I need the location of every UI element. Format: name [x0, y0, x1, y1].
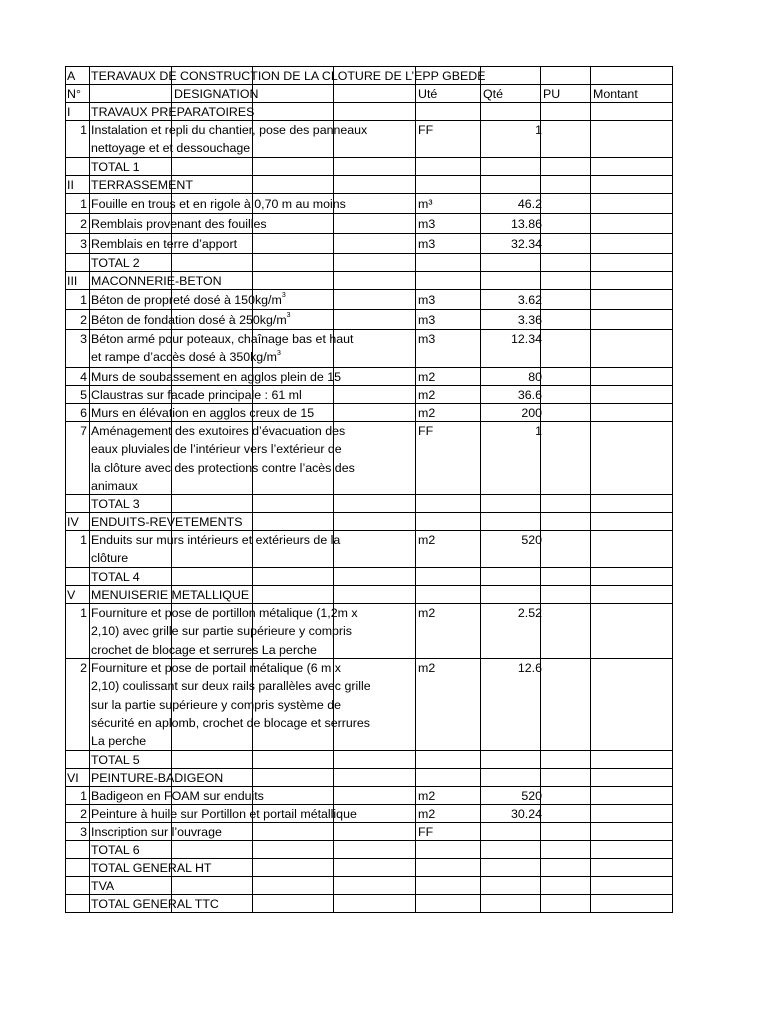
item-designation: [91, 404, 314, 422]
quantity-column-header: Qté: [483, 87, 503, 101]
sheet-title: TERAVAUX DE CONSTRUCTION DE LA CLOTURE DE L’EPP GBEDE: [91, 69, 486, 83]
designation-line: Enduits sur murs intérieurs et extérieurs de la: [91, 533, 341, 547]
item-row: [65, 386, 673, 404]
item-unit: m2: [418, 606, 436, 620]
item-unit: m3: [418, 217, 436, 231]
item-designation: [91, 310, 291, 330]
section-number: V: [67, 588, 76, 602]
item-row: [65, 234, 673, 254]
column-gridline: [252, 66, 253, 913]
section-row: [65, 176, 673, 194]
designation-line: sécurité en aplomb, crochet de blocage et serrures: [91, 715, 370, 730]
designation-line: TRAVAUX PREPARATOIRES: [91, 105, 255, 119]
item-quantity: 12.34: [510, 332, 542, 346]
designation-line: La perche: [91, 734, 147, 749]
section-row: [65, 586, 673, 604]
total-label: [91, 158, 140, 176]
item-unit: m2: [418, 388, 436, 402]
item-quantity: 36.6: [517, 388, 542, 402]
section-row: [65, 272, 673, 290]
item-unit: m3: [418, 237, 436, 251]
item-designation: [91, 805, 357, 823]
designation-line: TOTAL GENERAL TTC: [91, 897, 219, 911]
designation-line: Murs en élévation en agglos creux de 15: [91, 406, 315, 420]
item-unit: FF: [418, 123, 434, 137]
section-row: [65, 769, 673, 787]
total-row: [65, 495, 673, 513]
item-quantity: 32.34: [510, 237, 542, 251]
item-designation: [91, 234, 237, 254]
item-unit: m2: [418, 533, 436, 547]
unit-price-column-header: PU: [543, 87, 561, 101]
designation-line: Fourniture et pose de portillon métalique (1,2m x: [91, 606, 358, 620]
designation-column-header: DESIGNATION: [174, 87, 259, 101]
column-gridline: [333, 66, 334, 913]
item-designation: [91, 386, 302, 404]
item-number: 5: [80, 388, 87, 402]
designation-line: Fourniture et pose de portail métalique (6 m x: [91, 661, 342, 675]
item-number: 2: [80, 313, 87, 327]
item-number: 2: [80, 661, 87, 675]
total-label: [91, 895, 219, 913]
item-quantity: 12.6: [517, 661, 542, 675]
designation-line: 2,10) coulissant sur deux rails parallèles avec grille: [91, 679, 371, 694]
item-designation: [91, 368, 341, 386]
designation-line: Fouille en trous et en rigole à 0,70 m au moins: [91, 197, 346, 211]
total-label: [91, 841, 140, 859]
designation-line: TOTAL 3: [91, 497, 140, 511]
item-unit: m3: [418, 313, 436, 327]
section-number: VI: [67, 771, 79, 785]
item-quantity: 2.52: [517, 606, 542, 620]
item-row: [65, 659, 673, 751]
section-number: I: [67, 105, 71, 119]
item-quantity: 520: [521, 533, 542, 547]
item-number: 1: [80, 789, 87, 803]
item-row: [65, 214, 673, 234]
item-row: [65, 310, 673, 330]
section-title: [91, 513, 242, 531]
designation-line: TOTAL 1: [91, 160, 140, 174]
header-columns-row: [65, 85, 673, 103]
amount-column-header: Montant: [593, 87, 638, 101]
total-label: [91, 751, 140, 769]
item-quantity: 13.86: [510, 217, 542, 231]
designation-line: TERRASSEMENT: [91, 178, 193, 192]
designation-line: TOTAL 5: [91, 753, 140, 767]
unit-column-header: Uté: [418, 87, 438, 101]
item-designation: [91, 659, 371, 750]
item-row: [65, 823, 673, 841]
section-row: [65, 513, 673, 531]
item-row: [65, 404, 673, 422]
item-number: 1: [80, 533, 87, 547]
designation-line: Remblais provenant des fouilles: [91, 217, 267, 231]
item-designation: [91, 290, 286, 310]
designation-line: la clôture avec des protections contre l’acès des: [91, 460, 355, 475]
designation-line: Aménagement des exutoires d’évacuation des: [91, 424, 346, 438]
section-number: IV: [67, 515, 79, 529]
section-number: II: [67, 178, 74, 192]
section-title: [91, 769, 223, 787]
total-label: [91, 568, 140, 586]
item-quantity: 3.36: [517, 313, 542, 327]
designation-line: eaux pluviales de l’intérieur vers l’extérieur de: [91, 442, 342, 457]
item-designation: [91, 214, 267, 234]
designation-line: Instalation et repli du chantier, pose des panneaux: [91, 123, 368, 137]
item-designation: [91, 121, 367, 158]
item-number: 2: [80, 217, 87, 231]
designation-line: Murs de soubassement en agglos plein de 15: [91, 370, 342, 384]
total-row: [65, 751, 673, 769]
item-row: [65, 330, 673, 368]
item-row: [65, 422, 673, 495]
item-unit: m2: [418, 807, 436, 821]
column-gridline: [540, 66, 541, 913]
designation-line: Badigeon en FOAM sur enduits: [91, 789, 264, 803]
item-row: [65, 805, 673, 823]
section-title: [91, 176, 193, 194]
column-gridline: [590, 66, 591, 913]
designation-line: MACONNERIE-BETON: [91, 274, 222, 288]
total-label: [91, 859, 212, 877]
item-unit: m2: [418, 789, 436, 803]
column-gridline: [415, 66, 416, 913]
column-gridline: [672, 66, 673, 913]
item-row: [65, 121, 673, 158]
section-row: [65, 103, 673, 121]
designation-line: Claustras sur facade principale : 61 ml: [91, 388, 302, 402]
item-unit: FF: [418, 424, 434, 438]
item-unit: m3: [418, 293, 436, 307]
item-number: 1: [80, 123, 87, 137]
designation-line: animaux: [91, 478, 138, 493]
item-designation: [91, 604, 358, 659]
item-quantity: 1: [535, 123, 542, 137]
item-quantity: 1: [535, 424, 542, 438]
designation-line: ENDUITS-REVETEMENTS: [91, 515, 243, 529]
total-label: [91, 495, 140, 513]
item-unit: m2: [418, 661, 436, 675]
column-gridline: [171, 66, 172, 913]
item-row: [65, 531, 673, 568]
designation-line: Inscription sur l’ouvrage: [91, 825, 222, 839]
item-unit: m³: [418, 197, 433, 211]
item-row: [65, 787, 673, 805]
designation-line: PEINTURE-BADIGEON: [91, 771, 224, 785]
designation-line: Béton de propreté dosé à $150kg/m^3$: [91, 292, 286, 307]
item-designation: [91, 787, 264, 805]
item-quantity: 3.62: [517, 293, 542, 307]
total-row: [65, 841, 673, 859]
total-row: [65, 254, 673, 272]
designation-line: sur la partie supérieure y compris système de: [91, 697, 341, 712]
designation-line: Peinture à huile sur Portillon et portail métallique: [91, 807, 357, 821]
item-quantity: 30.24: [510, 807, 542, 821]
designation-line: TOTAL 2: [91, 256, 140, 270]
item-unit: m2: [418, 370, 436, 384]
designation-line: crochet de blocage et serrures La perche: [91, 642, 317, 657]
designation-line: et rampe d’accès dosé à $350kg/m^3$: [91, 350, 281, 365]
section-title: [91, 272, 222, 290]
item-number: 1: [80, 293, 87, 307]
designation-line: Béton armé pour poteaux, chaînage bas et haut: [91, 332, 354, 346]
item-row: [65, 604, 673, 659]
table-body: [65, 103, 674, 913]
column-gridline: [89, 66, 90, 913]
item-quantity: 520: [521, 789, 542, 803]
item-number: 1: [80, 606, 87, 620]
item-quantity: 80: [528, 370, 542, 384]
item-quantity: 200: [521, 406, 542, 420]
item-number: 1: [80, 197, 87, 211]
total-row: [65, 158, 673, 176]
designation-line: Remblais en terre d’apport: [91, 237, 238, 251]
item-designation: [91, 330, 353, 367]
designation-line: MENUISERIE METALLIQUE: [91, 588, 250, 602]
total-row: [65, 859, 673, 877]
item-number: 3: [80, 825, 87, 839]
item-number: 3: [80, 237, 87, 251]
designation-line: nettoyage et et dessouchage: [91, 141, 251, 156]
item-designation: [91, 194, 346, 214]
column-a-label: A: [67, 69, 76, 83]
item-number: 7: [80, 424, 87, 438]
designation-line: TVA: [91, 879, 115, 893]
designation-line: 2,10) avec grille sur partie supérieure y compris: [91, 624, 353, 639]
item-unit: m2: [418, 406, 436, 420]
item-number: 4: [80, 370, 87, 384]
number-column-header: N°: [67, 87, 81, 101]
designation-line: Béton de fondation dosé à $250kg/m^3$: [91, 312, 291, 327]
designation-line: TOTAL 4: [91, 570, 140, 584]
column-gridline: [65, 66, 66, 913]
column-gridline: [480, 66, 481, 913]
total-label: [91, 877, 114, 895]
designation-line: TOTAL 6: [91, 843, 140, 857]
item-unit: FF: [418, 825, 434, 839]
quantity-estimate-sheet: [65, 66, 674, 913]
item-designation: [91, 422, 355, 495]
item-number: 2: [80, 807, 87, 821]
total-label: [91, 254, 140, 272]
total-row: [65, 877, 673, 895]
designation-line: clôture: [91, 551, 129, 566]
total-row: [65, 895, 673, 913]
item-row: [65, 368, 673, 386]
header-title-row: [65, 66, 673, 85]
designation-line: TOTAL GENERAL HT: [91, 861, 212, 875]
item-row: [65, 290, 673, 310]
item-row: [65, 194, 673, 214]
section-number: III: [67, 274, 78, 288]
item-number: 6: [80, 406, 87, 420]
item-quantity: 46.2: [517, 197, 542, 211]
item-designation: [91, 531, 340, 568]
item-unit: m3: [418, 332, 436, 346]
item-number: 3: [80, 332, 87, 346]
item-designation: [91, 823, 222, 841]
total-row: [65, 568, 673, 586]
section-title: [91, 103, 254, 121]
